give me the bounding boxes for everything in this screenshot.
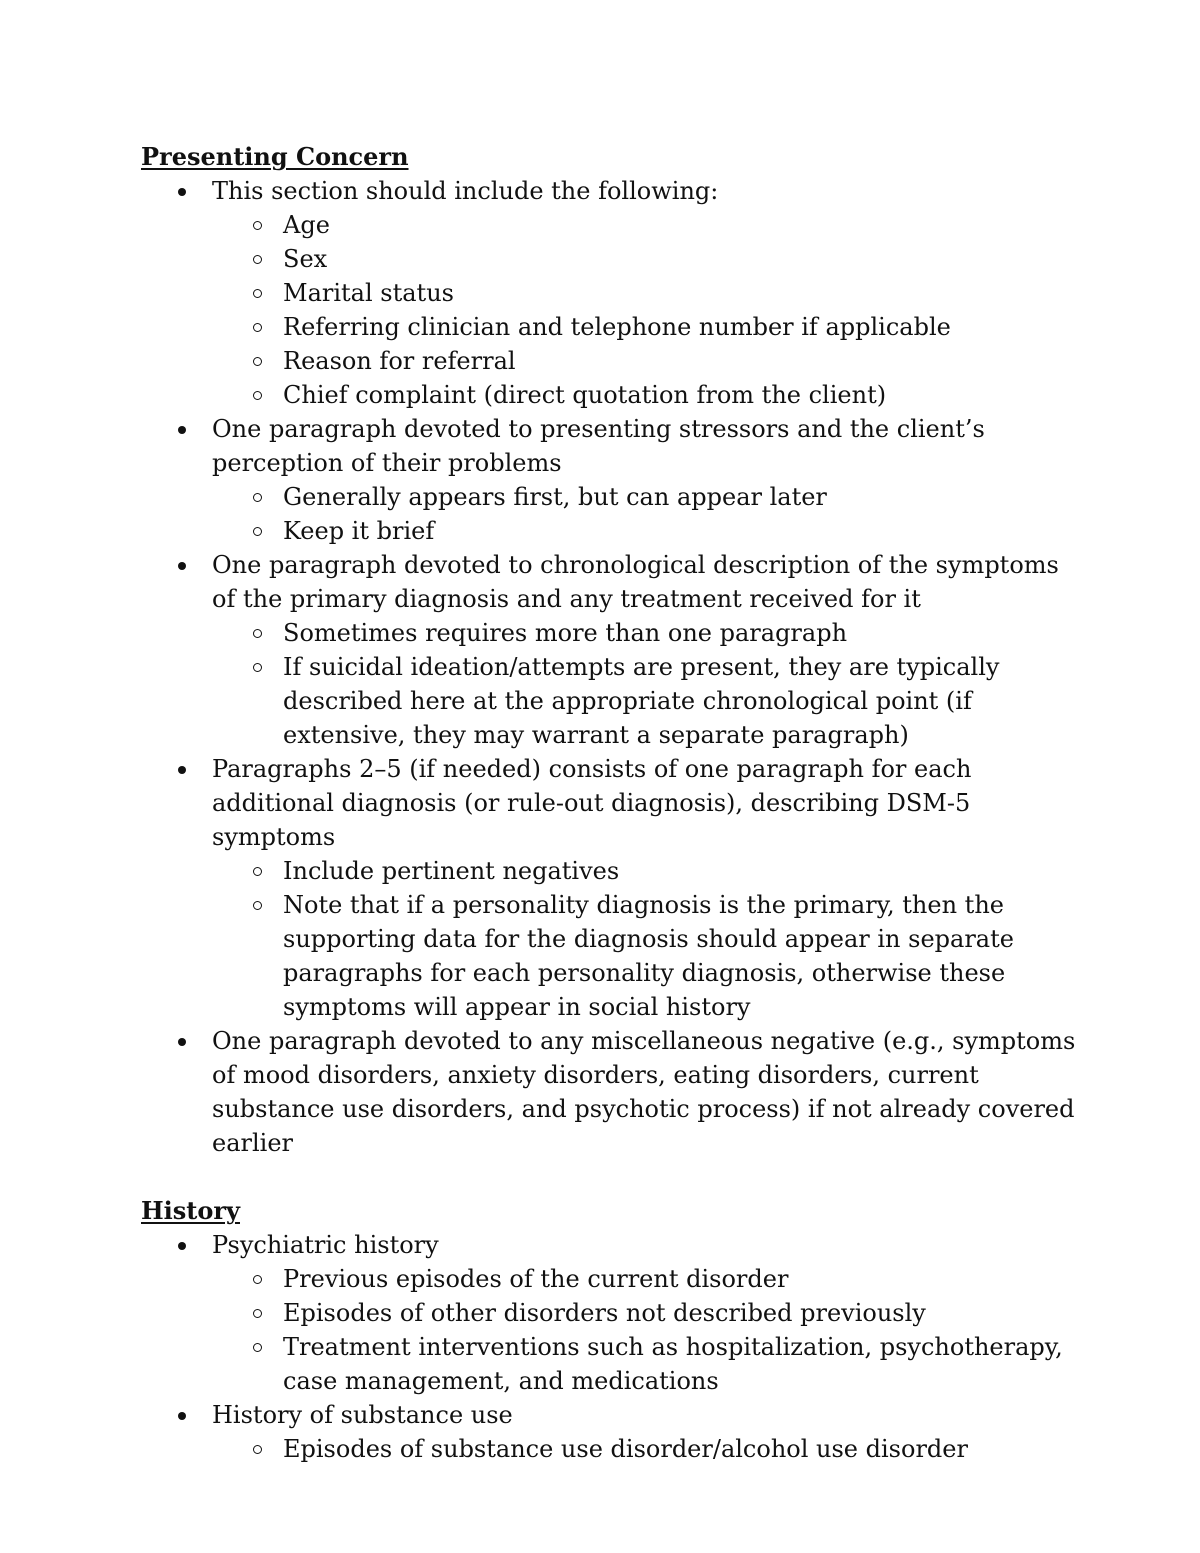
- hollow-bullet-icon: [253, 901, 262, 910]
- sub-list-item: [212, 888, 1081, 1024]
- hollow-bullet-icon: [253, 289, 262, 298]
- hollow-bullet-icon: [253, 1275, 262, 1284]
- hollow-bullet-icon: [253, 663, 262, 672]
- list-item-text: Psychiatric history: [212, 1231, 439, 1259]
- sub-list-item: [212, 1296, 1081, 1330]
- list-item-text: One paragraph devoted to chronological description of the symptoms of the primary diagnosis and any treatment received for it: [212, 551, 1059, 613]
- sub-list-item-text: Referring clinician and telephone number if applicable: [283, 313, 951, 341]
- sub-list-item: [212, 514, 1081, 548]
- sub-list-item-text: Treatment interventions such as hospitalization, psychotherapy, case management, and medications: [283, 1333, 1063, 1395]
- sub-list-item-text: Sex: [283, 245, 328, 273]
- sub-list-item-text: Age: [283, 211, 330, 239]
- sub-list-item-text: Chief complaint (direct quotation from the client): [283, 381, 887, 409]
- sub-list-item-text: Generally appears first, but can appear later: [283, 483, 827, 511]
- sub-list-item: [212, 242, 1081, 276]
- list-item: [141, 412, 1081, 548]
- filled-bullet-icon: [178, 426, 186, 434]
- filled-bullet-icon: [178, 1038, 186, 1046]
- hollow-bullet-icon: [253, 221, 262, 230]
- sub-list: [141, 1432, 1081, 1466]
- sub-list-item: [212, 310, 1081, 344]
- filled-bullet-icon: [178, 1242, 186, 1250]
- sub-list-item: [212, 276, 1081, 310]
- hollow-bullet-icon: [253, 629, 262, 638]
- sub-list-item-text: Include pertinent negatives: [283, 857, 620, 885]
- sub-list-item-text: Reason for referral: [283, 347, 516, 375]
- sub-list-item-text: Episodes of other disorders not described previously: [283, 1299, 926, 1327]
- list-item-text: One paragraph devoted to presenting stressors and the client’s perception of their problems: [212, 415, 985, 477]
- sub-list-item-text: Previous episodes of the current disorder: [283, 1265, 789, 1293]
- sub-list-item: [212, 1262, 1081, 1296]
- sub-list: [141, 616, 1081, 752]
- sub-list-item-text: Episodes of substance use disorder/alcohol use disorder: [283, 1435, 968, 1463]
- sub-list-item: [212, 480, 1081, 514]
- filled-bullet-icon: [178, 766, 186, 774]
- hollow-bullet-icon: [253, 527, 262, 536]
- list-item: [141, 1398, 1081, 1466]
- list-item: [141, 174, 1081, 412]
- section-presenting-concern: [141, 140, 1081, 1160]
- hollow-bullet-icon: [253, 1309, 262, 1318]
- section-history: [141, 1194, 1081, 1466]
- list-item: [141, 1024, 1081, 1160]
- sub-list-item-text: Sometimes requires more than one paragraph: [283, 619, 848, 647]
- list-item: [141, 1228, 1081, 1398]
- sub-list-item-text: Keep it brief: [283, 517, 435, 545]
- sub-list-item: [212, 378, 1081, 412]
- sub-list-item: [212, 650, 1081, 752]
- list-item-text: One paragraph devoted to any miscellaneous negative (e.g., symptoms of mood disorders, anxiety disorders, eating disorders, current substance use disorders, and psychotic process) if not already covered earlier: [212, 1027, 1076, 1157]
- sub-list-item: [212, 208, 1081, 242]
- bullet-list: [141, 1228, 1081, 1466]
- sub-list: [141, 480, 1081, 548]
- filled-bullet-icon: [178, 562, 186, 570]
- sub-list: [141, 208, 1081, 412]
- sub-list: [141, 854, 1081, 1024]
- sub-list: [141, 1262, 1081, 1398]
- sub-list-item-text: If suicidal ideation/attempts are present, they are typically described here at the appropriate chronological point (if extensive, they may warrant a separate paragraph): [283, 653, 1000, 749]
- section-heading: Presenting Concern: [141, 142, 409, 171]
- sub-list-item-text: Marital status: [283, 279, 454, 307]
- section-heading: History: [141, 1196, 240, 1225]
- hollow-bullet-icon: [253, 323, 262, 332]
- hollow-bullet-icon: [253, 493, 262, 502]
- sub-list-item: [212, 1432, 1081, 1466]
- sub-list-item: [212, 344, 1081, 378]
- document-body: [141, 140, 1081, 1466]
- hollow-bullet-icon: [253, 867, 262, 876]
- list-item-text: History of substance use: [212, 1401, 513, 1429]
- hollow-bullet-icon: [253, 255, 262, 264]
- list-item: [141, 548, 1081, 752]
- list-item-text: This section should include the following:: [212, 177, 719, 205]
- hollow-bullet-icon: [253, 391, 262, 400]
- sub-list-item: [212, 854, 1081, 888]
- list-item: [141, 752, 1081, 1024]
- filled-bullet-icon: [178, 188, 186, 196]
- sub-list-item: [212, 616, 1081, 650]
- hollow-bullet-icon: [253, 1445, 262, 1454]
- bullet-list: [141, 174, 1081, 1160]
- filled-bullet-icon: [178, 1412, 186, 1420]
- list-item-text: Paragraphs 2–5 (if needed) consists of one paragraph for each additional diagnosis (or rule-out diagnosis), describing DSM-5 symptoms: [212, 755, 972, 851]
- sub-list-item-text: Note that if a personality diagnosis is the primary, then the supporting data for the diagnosis should appear in separate paragraphs for each personality diagnosis, otherwise these symptoms will appear in social history: [283, 891, 1014, 1021]
- hollow-bullet-icon: [253, 1343, 262, 1352]
- sub-list-item: [212, 1330, 1081, 1398]
- hollow-bullet-icon: [253, 357, 262, 366]
